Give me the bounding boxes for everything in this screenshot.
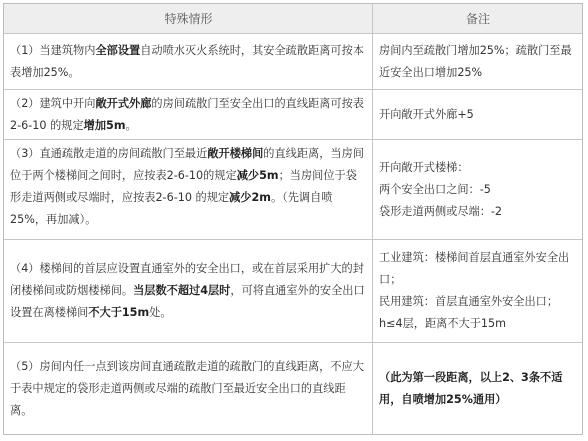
row-4-note-line-2: 民用建筑：首层直通室外安全出口； <box>379 295 559 308</box>
table-row-5-note <box>373 343 582 434</box>
row-5-case-text: （5）房间内任一点到该房间直通疏散走道的疏散门的直线距离，不应大于表中规定的袋形走道两侧或尽端的疏散门至最近安全出口的直线距离。 <box>10 359 364 417</box>
row-4-note-text <box>379 247 577 335</box>
header-notes <box>373 4 582 34</box>
table-row-2-note <box>373 90 582 140</box>
table-row-1-case <box>4 34 373 90</box>
row-4-case-text: （4）楼梯间的首层应设置直通室外的安全出口，或在首层采用扩大的封闭楼梯间或防烟楼梯间。当层数不超过4层时，可将直通室外的安全出口设置在离楼梯间不大于15m处。 <box>10 262 365 319</box>
row-3-case-text: （3）直通疏散走道的房间疏散门至最近敞开楼梯间的直线距离，当房间位于两个楼梯间之间时，应按表2-6-10的规定减少5m；当房间位于袋形走道两侧或尽端时，应按表2-6-10 的规定减少2m。（先调自喷25%，再加减）。 <box>10 147 364 226</box>
row-4-note-line-1: 工业建筑：楼梯间首层直通室外安全出口； <box>379 251 570 286</box>
row-3-note-line-2: 两个安全出口之间：-5 <box>379 182 491 196</box>
row-5-note-text: （此为第一段距离，以上2、3条不适用，自喷增加25%通用） <box>379 370 563 406</box>
row-3-note-text <box>379 157 502 223</box>
special-cases-table <box>3 3 583 435</box>
table-row-1-note <box>373 34 582 90</box>
row-4-note-line-3: h≤4层，距离不大于15m <box>379 317 507 330</box>
row-2-note-text: 开向敞开式外廊+5 <box>379 107 474 121</box>
table-row-4-case <box>4 240 373 343</box>
row-3-note-line-1: 开向敞开式楼梯： <box>379 160 469 174</box>
header-notes-label: 备注 <box>465 11 490 26</box>
table-row-3-case <box>4 140 373 240</box>
table-row-5-case <box>4 343 373 434</box>
table-row-4-note <box>373 240 582 343</box>
row-1-case-text: （1）当建筑物内全部设置自动喷水灭火系统时，其安全疏散距离可按本表增加25%。 <box>10 43 364 79</box>
row-2-case-text: （2）建筑中开向敞开式外廊的房间疏散门至安全出口的直线距离可按表2-6-10 的规定增加5m。 <box>10 96 364 132</box>
header-special-case-label: 特殊情形 <box>164 11 213 26</box>
header-special-case <box>4 4 373 34</box>
row-3-note-line-3: 袋形走道两侧或尽端：-2 <box>379 204 503 218</box>
table-row-3-note <box>373 140 582 240</box>
table-row-2-case <box>4 90 373 140</box>
row-1-note-text: 房间内至疏散门增加25%；疏散门至最近安全出口增加25% <box>379 43 572 79</box>
